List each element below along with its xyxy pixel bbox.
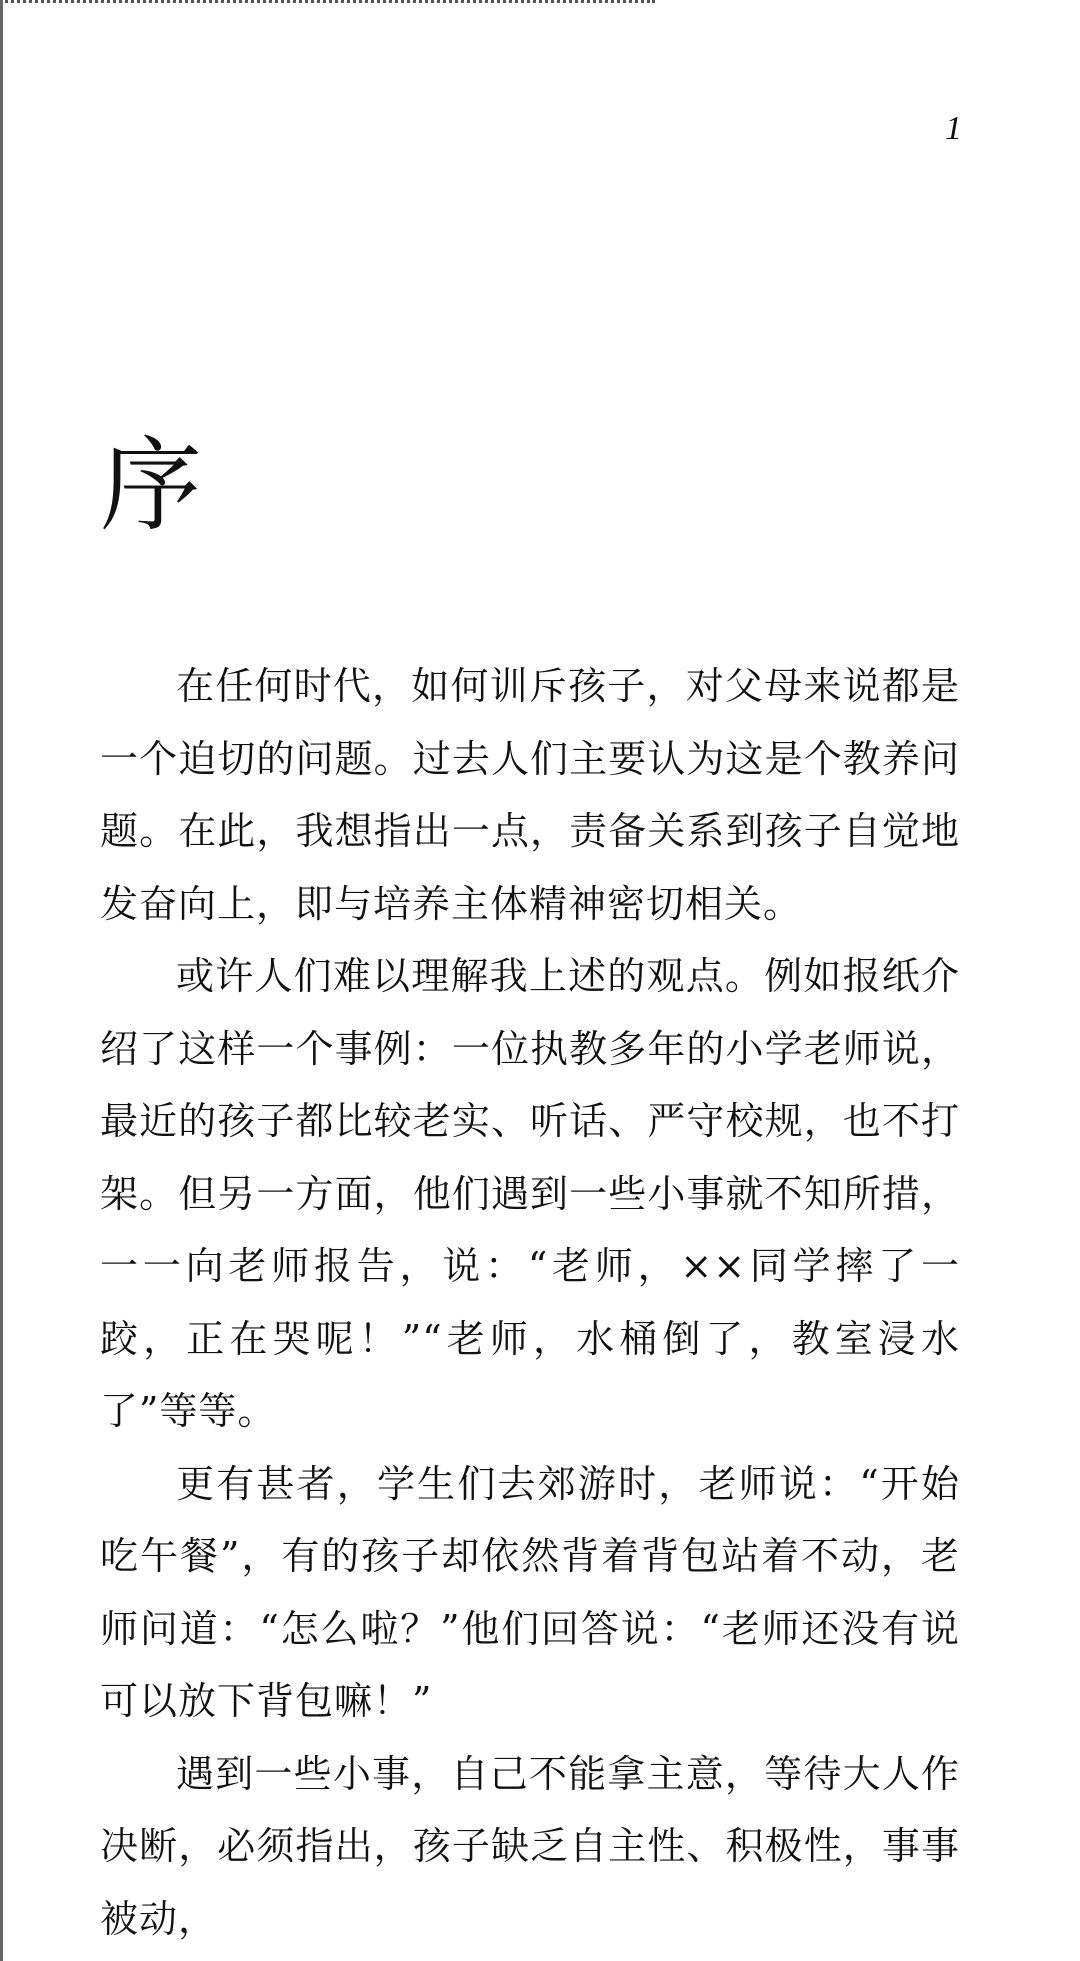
scan-edge-top bbox=[0, 0, 655, 3]
chapter-title: 序 bbox=[100, 427, 202, 547]
paragraph-2: 或许人们难以理解我上述的观点。例如报纸介绍了这样一个事例：一位执教多年的小学老师说，最近的孩子都比较老实、听话、严守校规，也不打架。但另一方面，他们遇到一些小事就不知所措，一一向老师报告，说：“老师，××同学摔了一跤，正在哭呢！”“老师，水桶倒了，教室浸水了”等等。 bbox=[100, 954, 960, 1433]
paragraph-1: 在任何时代，如何训斥孩子，对父母来说都是一个迫切的问题。过去人们主要认为这是个教养问题。在此，我想指出一点，责备关系到孩子自觉地发奋向上，即与培养主体精神密切相关。 bbox=[100, 664, 960, 926]
scan-edge-left bbox=[0, 0, 3, 1961]
paragraph-4: 遇到一些小事，自己不能拿主意，等待大人作决断，必须指出，孩子缺乏自主性、积极性，事事被动， bbox=[100, 1751, 960, 1941]
paragraph-3: 更有甚者，学生们去郊游时，老师说：“开始吃午餐”，有的孩子却依然背着背包站着不动，老师问道：“怎么啦？”他们回答说：“老师还没有说可以放下背包嘛！” bbox=[100, 1461, 960, 1723]
page-number: 1 bbox=[945, 110, 962, 147]
body-text bbox=[100, 650, 960, 1955]
